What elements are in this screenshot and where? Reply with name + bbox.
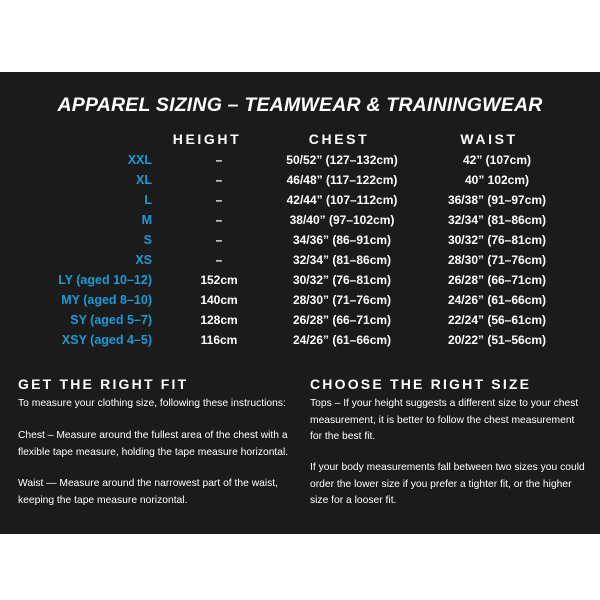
table-row [0, 253, 600, 272]
height-value: 116cm [200, 333, 238, 347]
height-value: – [215, 253, 223, 267]
waist-value: 42” (107cm) [462, 153, 532, 167]
table-row [0, 333, 600, 352]
fit-chest-text: Chest – Measure around the fullest area of the chest with a flexible tape measure, holding the tape measure horizontal. [18, 430, 289, 458]
waist-value: 32/34” (81–86cm) [447, 213, 547, 227]
height-value: 128cm [200, 313, 238, 327]
chest-value: 34/36” (86–91cm) [292, 233, 392, 247]
chest-value: 26/28” (66–71cm) [292, 313, 392, 327]
table-row [0, 173, 600, 192]
table-row [0, 193, 600, 212]
waist-value: 30/32” (76–81cm) [447, 233, 547, 247]
waist-value: 24/26” (61–66cm) [447, 293, 547, 307]
table-row [0, 153, 600, 172]
size-label: XS [135, 253, 152, 267]
table-row [0, 313, 600, 332]
chest-value: 42/44” (107–112cm) [286, 193, 398, 207]
waist-value: 28/30” (71–76cm) [447, 253, 547, 267]
table-row [0, 293, 600, 312]
chest-value: 28/30” (71–76cm) [292, 293, 392, 307]
size-label: SY (aged 5–7) [70, 313, 152, 327]
column-header-waist: WAIST [460, 131, 518, 147]
height-value: – [215, 193, 223, 207]
size-between-text: If your body measurements fall between two sizes you could order the lower size if you prefer a tighter fit, or the higher size for a looser fit. [310, 462, 585, 506]
table-row [0, 233, 600, 252]
size-label: LY (aged 10–12) [58, 273, 152, 287]
size-label: M [141, 213, 152, 227]
column-header-chest: CHEST [308, 131, 370, 147]
height-value: – [215, 213, 223, 227]
size-label: L [144, 193, 152, 207]
height-value: – [215, 153, 223, 167]
size-tops-text: Tops – If your height suggests a different size to your chest measurement, it is better to follow the chest measurement for the best fit. [310, 398, 579, 442]
fit-section-title: GET THE RIGHT FIT [18, 376, 189, 392]
height-value: – [215, 233, 223, 247]
chest-value: 46/48” (117–122cm) [286, 173, 398, 187]
chest-value: 30/32” (76–81cm) [292, 273, 392, 287]
sizing-panel [0, 72, 600, 534]
waist-value: 40” 102cm) [464, 173, 530, 187]
waist-value: 20/22” (51–56cm) [447, 333, 547, 347]
size-label: XSY (aged 4–5) [61, 333, 152, 347]
chest-value: 50/52” (127–132cm) [286, 153, 398, 167]
chest-value: 32/34” (81–86cm) [292, 253, 392, 267]
height-value: – [215, 173, 223, 187]
waist-value: 36/38” (91–97cm) [447, 193, 547, 207]
height-value: 152cm [200, 273, 238, 287]
column-header-height: HEIGHT [172, 131, 242, 147]
size-section-title: CHOOSE THE RIGHT SIZE [310, 376, 532, 392]
waist-value: 26/28” (66–71cm) [447, 273, 547, 287]
page-title: APPAREL SIZING – TEAMWEAR & TRAININGWEAR [57, 94, 543, 116]
size-label: S [143, 233, 152, 247]
chest-value: 24/26” (61–66cm) [292, 333, 392, 347]
size-label: XL [136, 173, 152, 187]
size-label: MY (aged 8–10) [61, 293, 152, 307]
size-label: XXL [127, 153, 152, 167]
waist-value: 22/24” (56–61cm) [447, 313, 547, 327]
fit-intro-text: To measure your clothing size, following these instructions: [18, 398, 286, 409]
chest-value: 38/40” (97–102cm) [289, 213, 395, 227]
table-row [0, 213, 600, 232]
height-value: 140cm [200, 293, 238, 307]
fit-waist-text: Waist — Measure around the narrowest part of the waist, keeping the tape measure norizontal. [18, 478, 279, 506]
table-row [0, 273, 600, 292]
